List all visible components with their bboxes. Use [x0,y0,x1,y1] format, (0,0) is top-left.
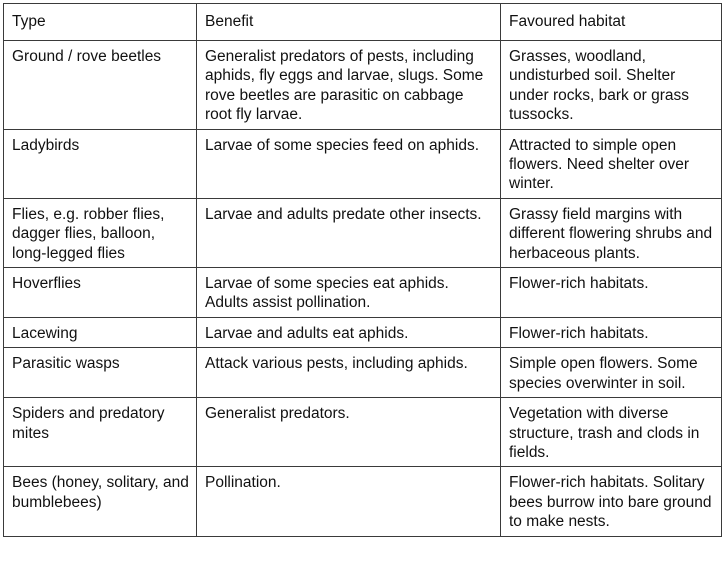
cell-benefit: Pollination. [197,467,501,536]
table-row [4,41,722,130]
cell-benefit: Larvae of some species feed on aphids. [197,129,501,198]
cell-benefit: Generalist predators of pests, including aphids, fly eggs and larvae, slugs. Some rove beetles are parasitic on cabbage root fly larvae. [197,41,501,130]
beneficial-insects-table [3,3,722,537]
cell-habitat: Grassy field margins with different flowering shrubs and herbaceous plants. [501,198,722,267]
cell-habitat: Attracted to simple open flowers. Need shelter over winter. [501,129,722,198]
table-row [4,398,722,467]
header-favoured-habitat: Favoured habitat [501,4,722,41]
cell-benefit: Attack various pests, including aphids. [197,348,501,398]
cell-type: Flies, e.g. robber flies, dagger flies, balloon, long-legged flies [4,198,197,267]
cell-type: Hoverflies [4,268,197,318]
cell-type: Bees (honey, solitary, and bumblebees) [4,467,197,536]
cell-habitat: Vegetation with diverse structure, trash and clods in fields. [501,398,722,467]
cell-type: Parasitic wasps [4,348,197,398]
table-row [4,268,722,318]
cell-type: Lacewing [4,317,197,347]
table-row [4,317,722,347]
table-row [4,129,722,198]
cell-benefit: Larvae and adults predate other insects. [197,198,501,267]
header-type: Type [4,4,197,41]
cell-habitat: Flower-rich habitats. [501,268,722,318]
cell-habitat: Flower-rich habitats. [501,317,722,347]
cell-type: Spiders and predatory mites [4,398,197,467]
header-row [4,4,722,41]
table-row [4,467,722,536]
table-row [4,198,722,267]
header-benefit: Benefit [197,4,501,41]
cell-benefit: Larvae and adults eat aphids. [197,317,501,347]
cell-habitat: Flower-rich habitats. Solitary bees burrow into bare ground to make nests. [501,467,722,536]
table-row [4,348,722,398]
cell-habitat: Grasses, woodland, undisturbed soil. Shelter under rocks, bark or grass tussocks. [501,41,722,130]
cell-type: Ladybirds [4,129,197,198]
cell-benefit: Generalist predators. [197,398,501,467]
cell-type: Ground / rove beetles [4,41,197,130]
cell-benefit: Larvae of some species eat aphids. Adults assist pollination. [197,268,501,318]
cell-habitat: Simple open flowers. Some species overwinter in soil. [501,348,722,398]
